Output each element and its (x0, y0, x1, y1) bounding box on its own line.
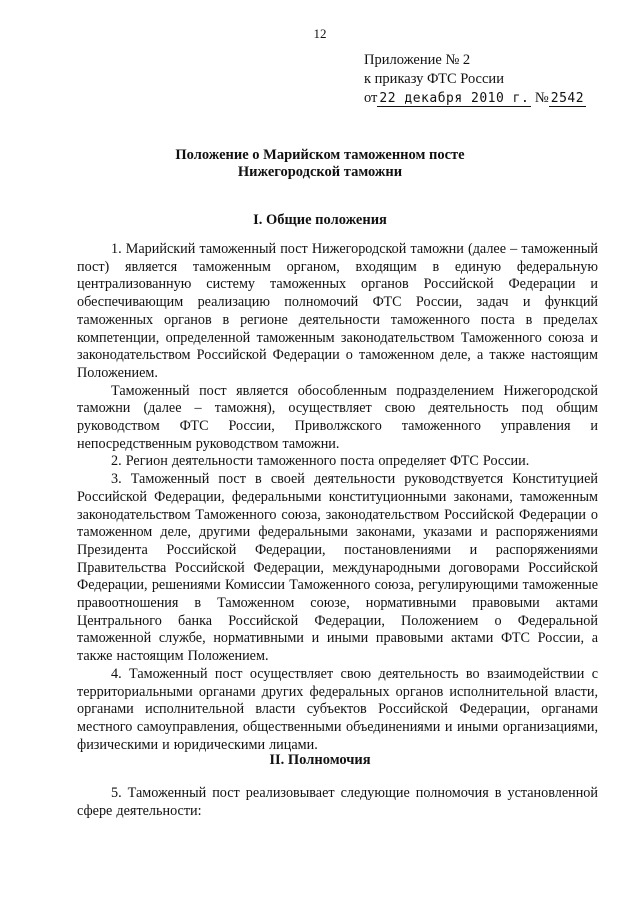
paragraph: 3. Таможенный пост в своей деятельности руководствуется Конституцией Российской Федерации, федеральными конституционными законами, таможенным законодательством Таможенного союза, законодательством Российской Федерации о таможенном деле, другими федеральными законами, указами и распоряжениями Президента Российской Федерации, постановлениями и распоряжениями Правительства Российской Федерации, международными договорами Российской Федерации, решениями Комиссии Таможенного союза, регулирующими таможенные правоотношения в Таможенном союзе, нормативными правовыми актами Центрального банка Российской Федерации, Положением о Федеральной таможенной службе, нормативными и иными правовыми актами ФТС России, а также настоящим Положением. (77, 471, 598, 665)
title-line-1: Положение о Марийском таможенном посте (175, 147, 465, 163)
handwritten-number: 2542 (550, 91, 585, 106)
document-title (0, 147, 640, 181)
number-prefix: № (534, 90, 549, 106)
paragraph: 1. Марийский таможенный пост Нижегородской таможни (далее – таможенный пост) является таможенным органом, входящим в единую федеральную централизованную систему таможенных органов Российской Федерации и обеспечивающим реализацию полномочий ФТС России, задач и функций таможенных органов в регионе деятельности таможенного поста в пределах компетенции, определенной таможенным законодательством Таможенного союза и законодательством Российской Федерации о таможенном деле, а также настоящим Положением. (77, 241, 598, 381)
paragraph: 4. Таможенный пост осуществляет свою деятельность во взаимодействии с территориальными органами других федеральных органов исполнительной власти, органами исполнительной власти субъектов Российской Федерации, органами местного самоуправления, общественными объединениями и иными организациями, физическими и юридическими лицами. (77, 665, 598, 753)
appendix-order-ref: к приказу ФТС России (364, 71, 504, 87)
section-1-body (77, 241, 598, 754)
page-number: 12 (313, 26, 327, 41)
section-2-body (77, 785, 598, 820)
paragraph: 2. Регион деятельности таможенного поста определяет ФТС России. (111, 453, 530, 470)
section-2-heading: II. Полномочия (269, 752, 371, 768)
title-line-2: Нижегородской таможни (237, 164, 403, 180)
date-prefix: от (364, 90, 378, 106)
appendix-date-line (364, 89, 586, 108)
appendix-title: Приложение № 2 (364, 52, 471, 68)
section-1-heading: I. Общие положения (253, 212, 387, 228)
paragraph: Таможенный пост является обособленным подразделением Нижегородской таможни (далее – таможня), осуществляет свою деятельность под общим руководством ФТС России, Приволжского таможенного управления и непосредственным руководством таможни. (77, 382, 598, 452)
paragraph: 5. Таможенный пост реализовывает следующие полномочия в установленной сфере деятельности: (77, 785, 598, 819)
handwritten-date: 22 декабря 2010 г. (379, 91, 530, 106)
appendix-block (364, 51, 586, 108)
